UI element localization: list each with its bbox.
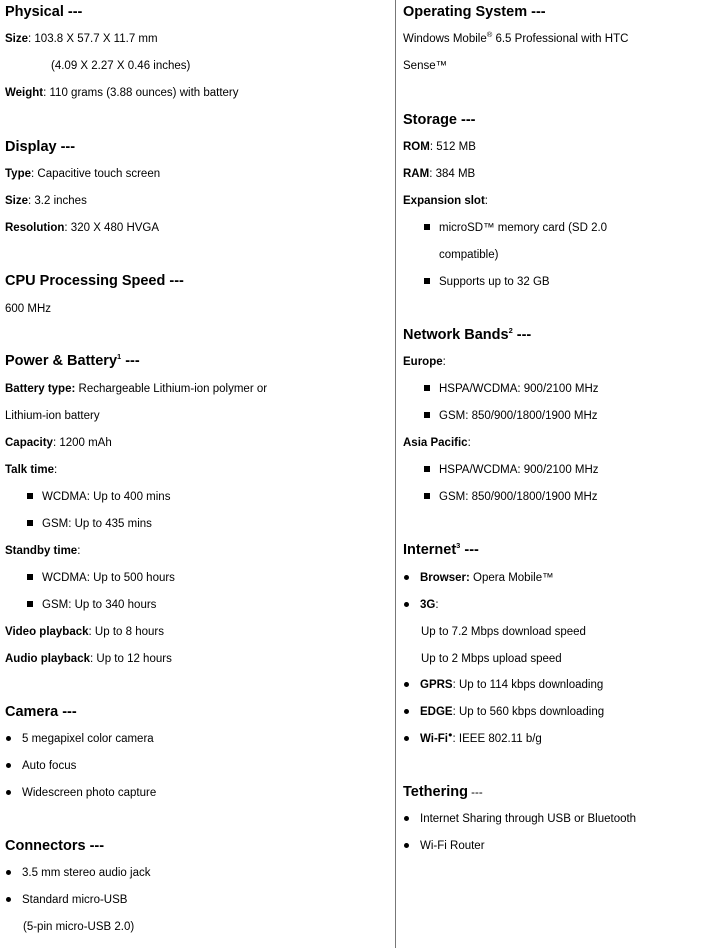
display-resolution: Resolution: 320 X 480 HVGA <box>5 222 160 234</box>
asia-label: Asia Pacific: <box>403 437 471 449</box>
battery-type: Battery type: Rechargeable Lithium-ion polymer or <box>5 383 268 395</box>
square-bullet-icon <box>27 520 33 526</box>
registered-mark: ® <box>486 30 493 40</box>
square-bullet-icon <box>27 493 33 499</box>
square-bullet-icon <box>424 466 430 472</box>
cpu-value: 600 MHz <box>5 303 52 315</box>
expansion-item-cont: compatible) <box>439 249 499 261</box>
display-type: Type: Capacitive touch screen <box>5 168 161 180</box>
tethering-item: Wi-Fi Router <box>403 838 485 854</box>
power-heading: Power & Battery$^1$ --- <box>5 352 140 369</box>
expansion-item: microSD™ memory card (SD 2.0 <box>424 220 607 236</box>
internet-heading: Internet$^3$ --- <box>403 541 479 558</box>
square-bullet-icon <box>27 601 33 607</box>
asia-band: HSPA/WCDMA: 900/2100 MHz <box>424 462 599 478</box>
round-bullet-icon <box>6 870 11 875</box>
display-size: Size: 3.2 inches <box>5 195 87 207</box>
round-bullet-icon <box>6 897 11 902</box>
tethering-item: Internet Sharing through USB or Bluetooth <box>403 811 636 827</box>
battery-capacity: Capacity: 1200 mAh <box>5 437 112 449</box>
europe-band: GSM: 850/900/1800/1900 MHz <box>424 408 598 424</box>
standby-time-label: Standby time: <box>5 545 81 557</box>
network-heading: Network Bands$^2$ --- <box>403 326 532 343</box>
column-divider <box>395 0 396 948</box>
round-bullet-icon <box>404 682 409 687</box>
storage-ram: RAM: 384 MB <box>403 168 476 180</box>
round-bullet-icon <box>404 736 409 741</box>
usb-note: (5-pin micro-USB 2.0) <box>23 921 135 933</box>
round-bullet-icon <box>6 790 11 795</box>
wifi-mark: ● <box>448 730 453 740</box>
standby-time-item: GSM: Up to 340 hours <box>27 597 156 613</box>
camera-item: Auto focus <box>5 758 76 774</box>
os-heading: Operating System --- <box>403 4 546 20</box>
footnote-3: 3 <box>456 541 461 551</box>
round-bullet-icon <box>404 816 409 821</box>
physical-heading: Physical --- <box>5 4 83 20</box>
connectors-heading: Connectors --- <box>5 838 105 854</box>
internet-wifi: Wi-Fi●: IEEE 802.11 b/g <box>403 731 542 747</box>
connector-item: Standard micro-USB <box>5 892 127 908</box>
physical-size-inches: (4.09 X 2.27 X 0.46 inches) <box>51 60 191 72</box>
round-bullet-icon <box>6 736 11 741</box>
square-bullet-icon <box>27 574 33 580</box>
round-bullet-icon <box>404 709 409 714</box>
battery-type-cont: Lithium-ion battery <box>5 410 100 422</box>
expansion-item: Supports up to 32 GB <box>424 274 550 290</box>
round-bullet-icon <box>404 843 409 848</box>
internet-3g-upload: Up to 2 Mbps upload speed <box>421 653 562 665</box>
square-bullet-icon <box>424 493 430 499</box>
internet-3g-download: Up to 7.2 Mbps download speed <box>421 626 586 638</box>
square-bullet-icon <box>424 278 430 284</box>
round-bullet-icon <box>6 763 11 768</box>
os-line-2: Sense™ <box>403 60 448 72</box>
audio-playback: Audio playback: Up to 12 hours <box>5 653 172 665</box>
video-playback: Video playback: Up to 8 hours <box>5 626 164 638</box>
europe-label: Europe: <box>403 356 446 368</box>
square-bullet-icon <box>424 224 430 230</box>
internet-browser: Browser: Opera Mobile™ <box>403 570 554 586</box>
internet-gprs: GPRS: Up to 114 kbps downloading <box>403 677 603 693</box>
talk-time-label: Talk time: <box>5 464 58 476</box>
standby-time-item: WCDMA: Up to 500 hours <box>27 570 175 586</box>
asia-band: GSM: 850/900/1800/1900 MHz <box>424 489 598 505</box>
display-heading: Display --- <box>5 139 76 155</box>
europe-band: HSPA/WCDMA: 900/2100 MHz <box>424 381 599 397</box>
camera-item: 5 megapixel color camera <box>5 731 154 747</box>
talk-time-item: GSM: Up to 435 mins <box>27 516 152 532</box>
internet-edge: EDGE: Up to 560 kbps downloading <box>403 704 604 720</box>
camera-item: Widescreen photo capture <box>5 785 156 801</box>
os-line-1: Windows Mobile® 6.5 Professional with HTC <box>403 30 629 45</box>
camera-heading: Camera --- <box>5 704 77 720</box>
tethering-heading: Tethering --- <box>403 784 483 800</box>
square-bullet-icon <box>424 412 430 418</box>
internet-3g: 3G: <box>403 597 439 613</box>
physical-weight: Weight: 110 grams (3.88 ounces) with battery <box>5 87 239 99</box>
square-bullet-icon <box>424 385 430 391</box>
round-bullet-icon <box>404 602 409 607</box>
talk-time-item: WCDMA: Up to 400 mins <box>27 489 170 505</box>
storage-heading: Storage --- <box>403 112 476 128</box>
storage-rom: ROM: 512 MB <box>403 141 476 153</box>
connector-item: 3.5 mm stereo audio jack <box>5 865 150 881</box>
round-bullet-icon <box>404 575 409 580</box>
cpu-heading: CPU Processing Speed --- <box>5 273 184 289</box>
physical-size: Size: 103.8 X 57.7 X 11.7 mm <box>5 33 158 45</box>
expansion-slot-label: Expansion slot: <box>403 195 488 207</box>
footnote-2: 2 <box>508 326 513 336</box>
footnote-1: 1 <box>117 352 122 362</box>
